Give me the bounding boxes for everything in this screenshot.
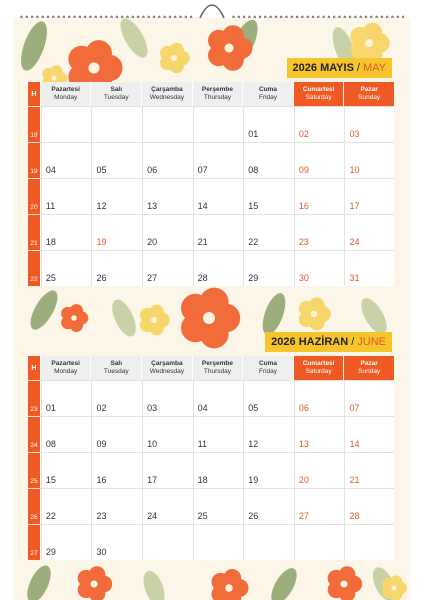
flower-petal (50, 65, 62, 77)
day-name-tr: Cuma (258, 360, 278, 367)
day-cell: 02 (294, 107, 344, 142)
week-row (28, 452, 394, 488)
day-cell: 01 (41, 381, 91, 416)
flower-center (89, 63, 100, 74)
day-header (142, 82, 192, 106)
month-title-en: JUNE (357, 336, 386, 348)
day-cell: 09 (294, 143, 344, 178)
day-cell: 18 (41, 215, 91, 250)
week-number: 24 (28, 417, 40, 452)
day-cell: 31 (344, 251, 394, 286)
day-cell: 10 (142, 417, 192, 452)
flower-petal (390, 575, 402, 587)
day-cell: 03 (344, 107, 394, 142)
day-name-tr: Salı (110, 360, 123, 367)
leaf-shape (16, 18, 53, 74)
week-number: 20 (28, 179, 40, 214)
month-title-en: MAY (362, 62, 386, 74)
day-cell: 03 (142, 381, 192, 416)
day-header (41, 356, 91, 380)
day-cell: 13 (294, 417, 344, 452)
day-cell: 09 (91, 417, 141, 452)
day-cell: 06 (294, 381, 344, 416)
week-number-header: H (28, 356, 40, 380)
day-cell: 20 (142, 215, 192, 250)
day-name-en: Saturday (305, 94, 332, 101)
day-cell (243, 525, 293, 560)
day-header (294, 356, 344, 380)
day-name-tr: Cumartesi (302, 360, 335, 367)
day-cell: 16 (294, 179, 344, 214)
flower-center (171, 55, 177, 61)
week-number: 27 (28, 525, 40, 560)
week-row (28, 106, 394, 142)
day-name-en: Thursday (203, 368, 231, 375)
leaf-shape (25, 286, 63, 333)
week-number: 26 (28, 489, 40, 524)
week-number: 21 (28, 215, 40, 250)
day-header (41, 82, 91, 106)
flower-center (225, 584, 233, 592)
week-number: 23 (28, 381, 40, 416)
leaf-shape (258, 290, 290, 338)
day-cell: 14 (344, 417, 394, 452)
day-cell: 20 (294, 453, 344, 488)
flower-petal (149, 305, 163, 319)
day-cell: 24 (344, 215, 394, 250)
day-cell (294, 525, 344, 560)
day-header (243, 356, 293, 380)
week-row (28, 488, 394, 524)
flower-petal (70, 304, 83, 317)
day-cell: 02 (91, 381, 141, 416)
month-title-sep: / (351, 336, 355, 348)
day-cell: 25 (193, 489, 243, 524)
month-grid (28, 356, 394, 560)
month-title-sep: / (356, 62, 360, 74)
day-name-en: Tuesday (103, 94, 129, 101)
day-cell: 22 (243, 215, 293, 250)
day-header (142, 356, 192, 380)
day-name-en: Friday (258, 94, 278, 101)
day-cell: 19 (243, 453, 293, 488)
day-cell: 11 (41, 179, 91, 214)
flower-center (151, 317, 157, 323)
month-title (287, 58, 392, 78)
day-header (344, 356, 394, 380)
day-name-en: Thursday (203, 94, 231, 101)
flower-petal (309, 298, 325, 314)
day-cell: 13 (142, 179, 192, 214)
leaf-shape (107, 296, 140, 340)
week-number: 18 (28, 107, 40, 142)
day-cell: 26 (243, 489, 293, 524)
day-name-en: Monday (54, 368, 78, 375)
week-row (28, 380, 394, 416)
day-cell: 18 (193, 453, 243, 488)
day-cell: 17 (142, 453, 192, 488)
day-header (344, 82, 394, 106)
week-number-header: H (28, 82, 40, 106)
flower-center (203, 312, 215, 324)
day-name-tr: Çarşamba (151, 86, 183, 93)
day-name-tr: Perşembe (201, 360, 233, 367)
day-name-tr: Perşembe (201, 86, 233, 93)
day-header (193, 82, 243, 106)
day-cell: 25 (41, 251, 91, 286)
day-cell: 28 (344, 489, 394, 524)
day-header (91, 356, 141, 380)
day-cell: 11 (193, 417, 243, 452)
leaf-shape (22, 562, 55, 600)
flower-petal (169, 43, 183, 57)
day-name-tr: Pazar (360, 86, 378, 93)
flower-center (71, 315, 77, 321)
day-cell: 01 (243, 107, 293, 142)
day-name-tr: Pazartesi (51, 360, 80, 367)
flower-center (225, 44, 234, 53)
day-cell: 08 (243, 143, 293, 178)
month-title-tr: 2026 HAZİRAN (271, 336, 349, 348)
day-cell: 17 (344, 179, 394, 214)
week-number: 25 (28, 453, 40, 488)
day-header (243, 82, 293, 106)
week-number: 22 (28, 251, 40, 286)
day-cell: 10 (344, 143, 394, 178)
day-name-en: Sunday (358, 368, 381, 375)
flower-center (311, 311, 318, 318)
day-cell: 15 (243, 179, 293, 214)
flower-center (365, 39, 373, 47)
day-cell: 05 (243, 381, 293, 416)
day-cell: 16 (91, 453, 141, 488)
day-cell (91, 107, 141, 142)
flower-petal (86, 40, 112, 66)
day-name-en: Wednesday (149, 94, 184, 101)
leaf-shape (266, 564, 302, 600)
day-cell: 27 (142, 251, 192, 286)
month-title (265, 332, 392, 352)
day-name-tr: Cumartesi (302, 86, 335, 93)
day-cell: 06 (142, 143, 192, 178)
day-name-tr: Çarşamba (151, 360, 183, 367)
day-name-en: Friday (258, 368, 278, 375)
leaf-shape (115, 18, 153, 62)
day-header-row (28, 82, 394, 106)
day-header (91, 82, 141, 106)
flower-center (392, 586, 397, 591)
week-row (28, 214, 394, 250)
week-row (28, 250, 394, 286)
day-cell (193, 525, 243, 560)
day-name-tr: Salı (110, 86, 123, 93)
day-cell: 08 (41, 417, 91, 452)
day-cell: 04 (41, 143, 91, 178)
day-name-tr: Pazar (360, 360, 378, 367)
day-cell (142, 525, 192, 560)
flower-petal (223, 569, 241, 587)
month-grid (28, 82, 394, 286)
week-row (28, 524, 394, 560)
day-cell (142, 107, 192, 142)
day-name-tr: Pazartesi (51, 86, 80, 93)
flower-petal (363, 23, 382, 42)
day-cell: 26 (91, 251, 141, 286)
day-name-en: Monday (54, 94, 78, 101)
month-title-tr: 2026 MAYIS (292, 62, 354, 74)
flower-center (91, 581, 98, 588)
day-cell: 21 (193, 215, 243, 250)
day-cell: 27 (294, 489, 344, 524)
day-cell: 07 (344, 381, 394, 416)
flower-petal (339, 566, 356, 583)
week-row (28, 142, 394, 178)
day-cell (41, 107, 91, 142)
leaf-shape (139, 568, 168, 600)
day-cell: 23 (91, 489, 141, 524)
day-header (294, 82, 344, 106)
day-cell: 12 (91, 179, 141, 214)
day-name-en: Tuesday (103, 368, 129, 375)
day-cell: 24 (142, 489, 192, 524)
flower-center (341, 581, 348, 588)
week-row (28, 416, 394, 452)
day-cell: 07 (193, 143, 243, 178)
day-cell: 19 (91, 215, 141, 250)
day-name-en: Saturday (305, 368, 332, 375)
day-name-en: Sunday (358, 94, 381, 101)
day-header-row (28, 356, 394, 380)
day-cell: 14 (193, 179, 243, 214)
day-cell: 29 (41, 525, 91, 560)
flower-petal (89, 566, 106, 583)
day-cell: 22 (41, 489, 91, 524)
day-cell (193, 107, 243, 142)
day-header (193, 356, 243, 380)
calendar-page (14, 18, 410, 600)
week-row (28, 178, 394, 214)
day-cell: 30 (91, 525, 141, 560)
day-cell: 21 (344, 453, 394, 488)
day-cell: 29 (243, 251, 293, 286)
day-name-tr: Cuma (258, 86, 278, 93)
flower-petal (200, 288, 229, 317)
day-cell: 12 (243, 417, 293, 452)
week-number: 19 (28, 143, 40, 178)
day-cell (344, 525, 394, 560)
day-cell: 30 (294, 251, 344, 286)
flower-petal (222, 25, 244, 47)
day-cell: 04 (193, 381, 243, 416)
day-cell: 05 (91, 143, 141, 178)
day-cell: 28 (193, 251, 243, 286)
day-cell: 15 (41, 453, 91, 488)
day-cell: 23 (294, 215, 344, 250)
day-name-en: Wednesday (149, 368, 184, 375)
flower-center (52, 76, 57, 81)
